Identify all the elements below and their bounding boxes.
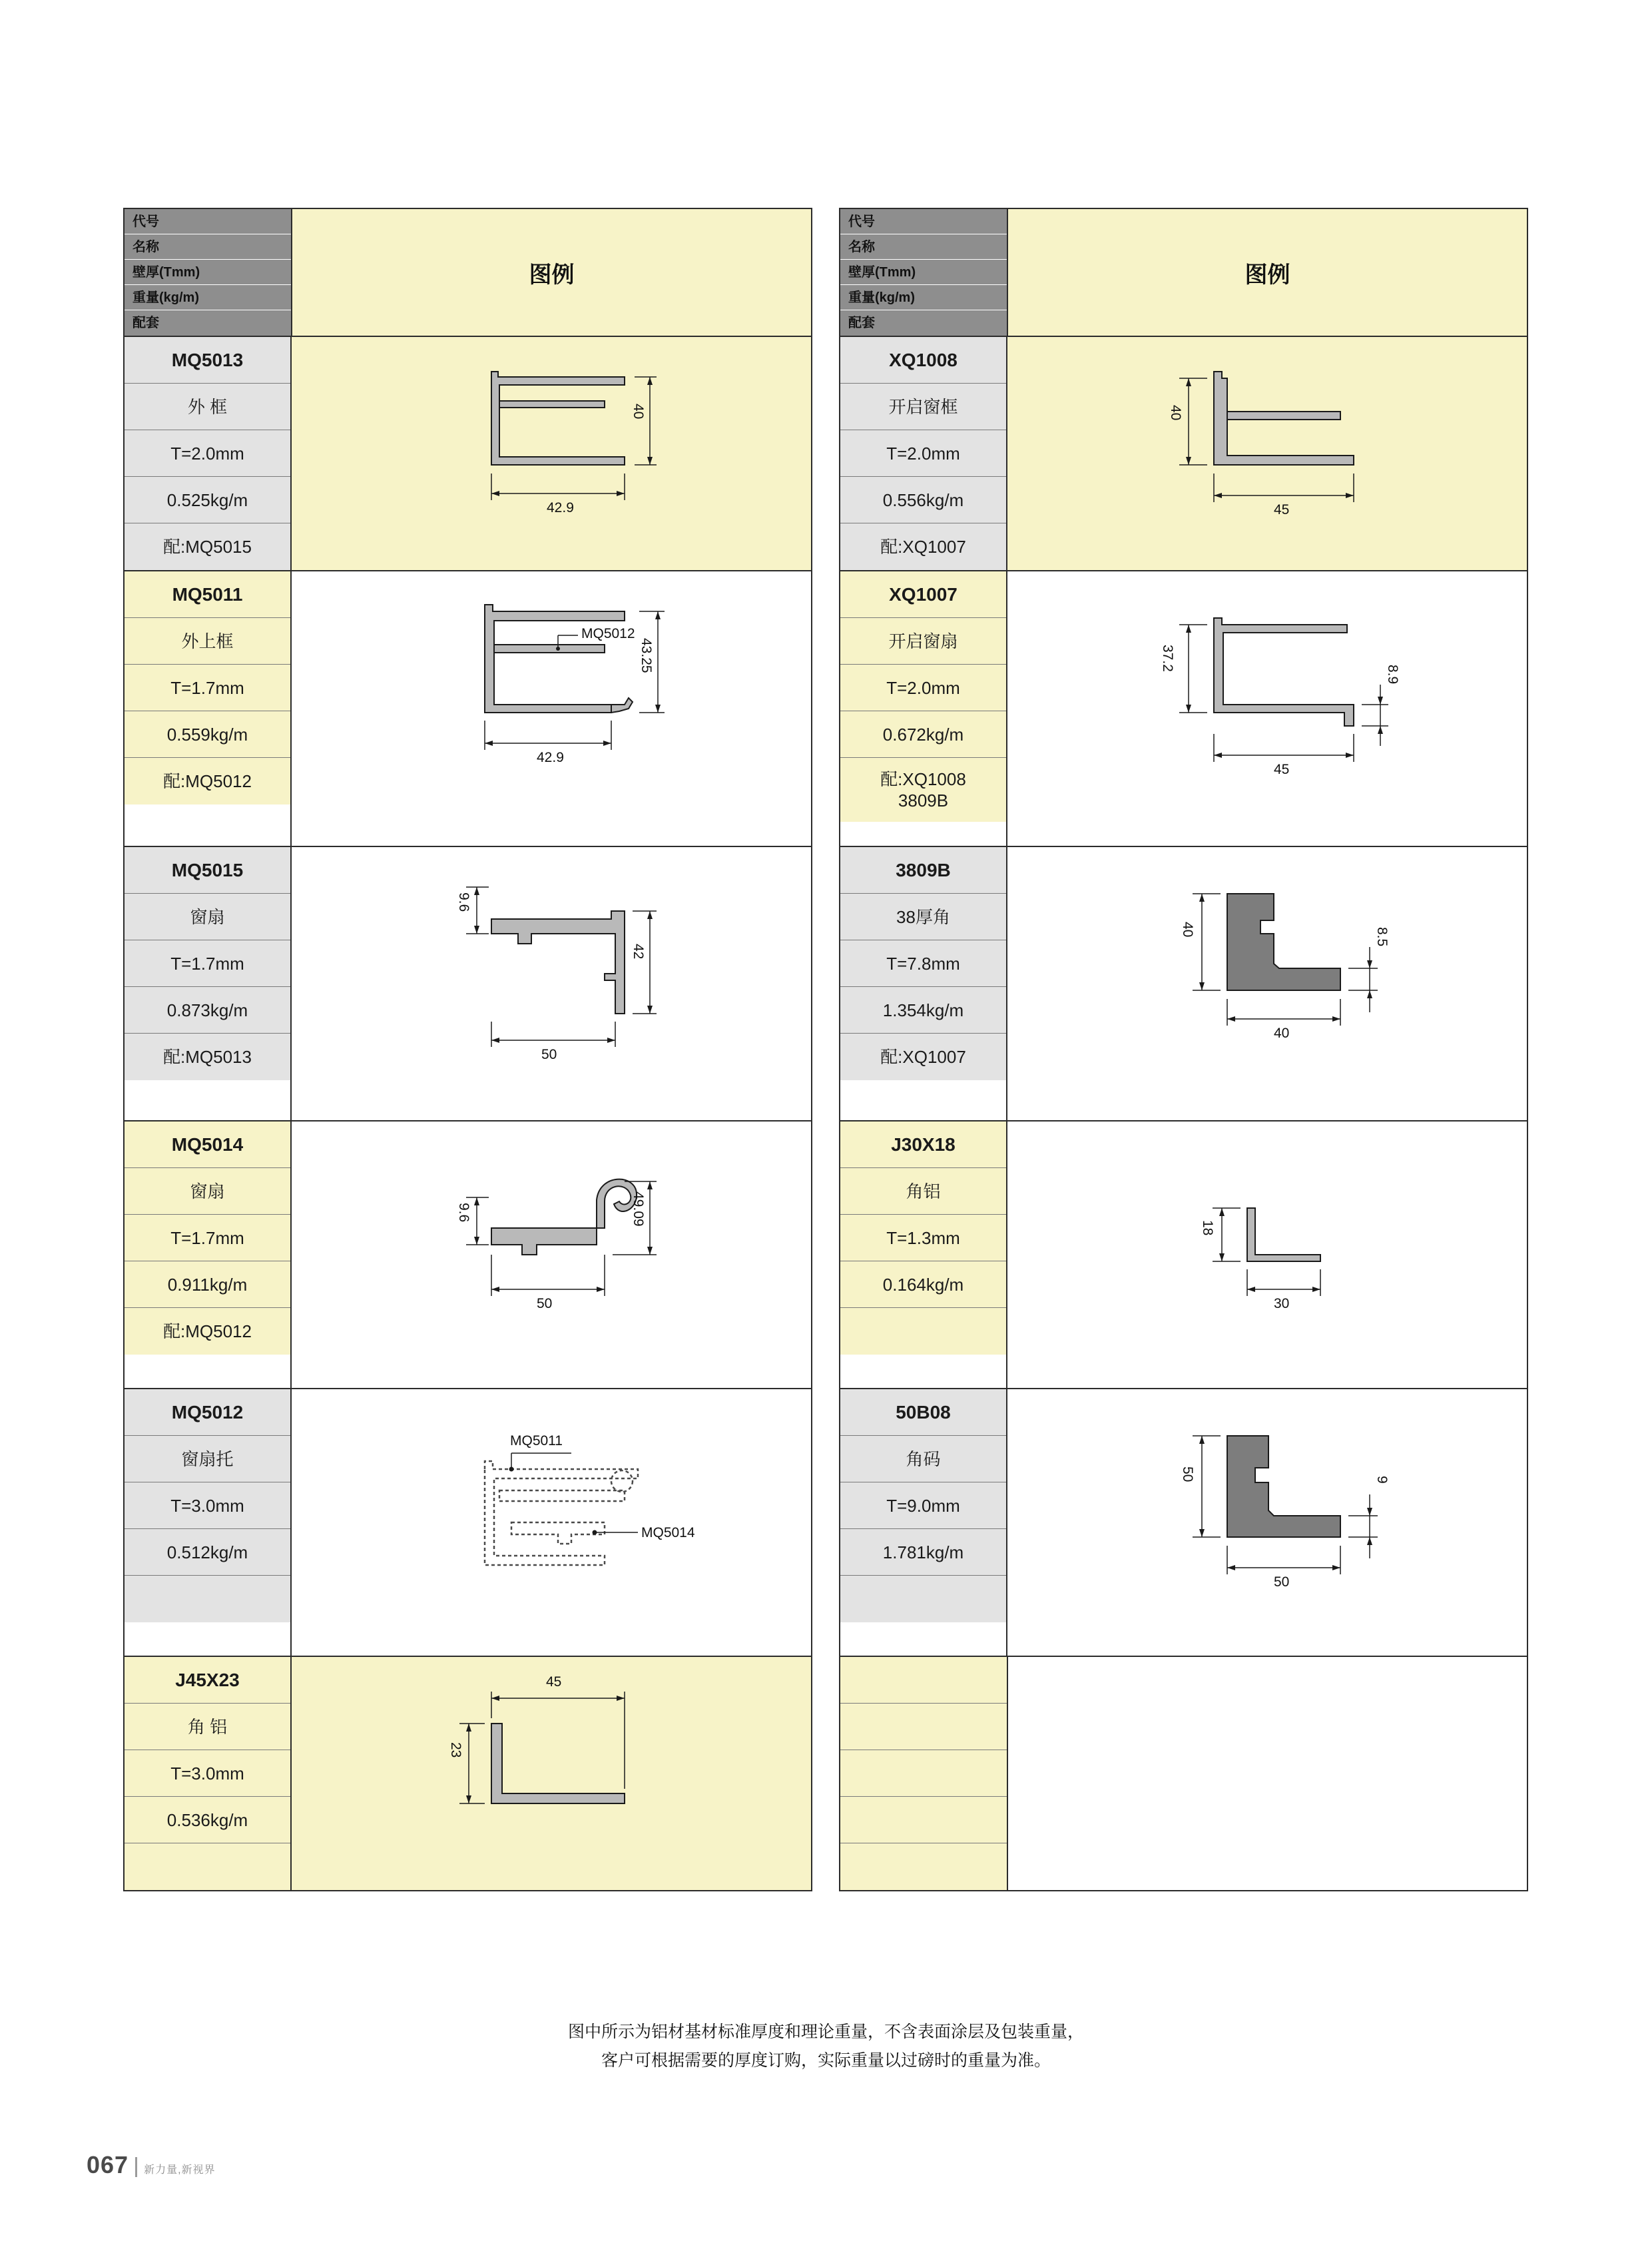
- weight-cell: 0.512kg/m: [125, 1529, 290, 1576]
- header-label-thickness: 壁厚(Tmm): [125, 260, 291, 285]
- profile-catalog: [123, 208, 1528, 1891]
- footnote: [0, 2018, 1652, 2075]
- code-cell: XQ1007: [840, 571, 1006, 618]
- profile-drawing-xq1007: [1007, 571, 1527, 846]
- figure-cell-j30x18: [1007, 1121, 1527, 1388]
- header-label-stack: [125, 209, 292, 336]
- dim-height: 40: [631, 404, 646, 420]
- weight-cell: 0.164kg/m: [840, 1261, 1006, 1308]
- weight-cell: 0.873kg/m: [125, 987, 290, 1034]
- profile-drawing-mq5011: [292, 571, 811, 846]
- match-cell: 配:XQ1007: [840, 1034, 1006, 1080]
- name-cell: 38厚角: [840, 894, 1006, 940]
- table-row: [125, 846, 811, 1120]
- header-label-match: 配套: [125, 310, 291, 336]
- table-row: [840, 570, 1527, 846]
- dim-width: 45: [1274, 762, 1290, 777]
- code-cell: MQ5014: [125, 1121, 290, 1168]
- match-cell: 配:XQ1007: [840, 523, 1006, 570]
- thickness-cell: T=2.0mm: [125, 430, 290, 477]
- header-label-code: 代号: [125, 209, 291, 234]
- weight-cell: 1.354kg/m: [840, 987, 1006, 1034]
- figure-cell-mq5011: [292, 571, 811, 846]
- profile-drawing-j45x23: [292, 1657, 811, 1890]
- dim-width: 45: [1274, 502, 1290, 517]
- dim-small: 8.9: [1385, 665, 1400, 685]
- match-cell: 配:MQ5015: [125, 523, 290, 570]
- dim-height: 43.25: [639, 638, 654, 673]
- table-row: [125, 1388, 811, 1656]
- header-label-code: 代号: [840, 209, 1007, 234]
- row-info-mq5014: [125, 1121, 292, 1388]
- table-row: [125, 336, 811, 570]
- weight-cell: 0.525kg/m: [125, 477, 290, 523]
- header-label-name: 名称: [125, 234, 291, 260]
- dim-width: 40: [1274, 1026, 1290, 1041]
- figure-cell-xq1008: [1007, 337, 1527, 570]
- match-cell: 配:MQ5012: [125, 758, 290, 804]
- dim-height: 23: [448, 1742, 463, 1758]
- row-info-j45x23: [125, 1657, 292, 1890]
- code-cell: MQ5011: [125, 571, 290, 618]
- weight-cell: 0.559kg/m: [125, 711, 290, 758]
- header-label-name: 名称: [840, 234, 1007, 260]
- figure-cell-mq5014: [292, 1121, 811, 1388]
- figure-cell-xq1007: [1007, 571, 1527, 846]
- dim-width: 45: [546, 1674, 562, 1690]
- callout-label-top: MQ5011: [510, 1433, 563, 1448]
- row-info-xq1008: [840, 337, 1007, 570]
- profile-drawing-mq5013: [292, 337, 811, 570]
- dim-height: 37.2: [1160, 645, 1175, 672]
- footnote-line-1: 图中所示为铝材基材标准厚度和理论重量，不含表面涂层及包装重量，: [567, 2023, 1084, 2041]
- weight-cell: 0.536kg/m: [125, 1797, 290, 1843]
- code-cell: 50B08: [840, 1389, 1006, 1436]
- row-info-mq5011: [125, 571, 292, 846]
- dim-height: 42: [631, 944, 646, 960]
- dim-height: 18: [1200, 1220, 1215, 1236]
- header-label-stack: [840, 209, 1008, 336]
- thickness-cell: T=1.3mm: [840, 1215, 1006, 1261]
- dim-width: 50: [537, 1296, 553, 1311]
- row-info-mq5013: [125, 337, 292, 570]
- thickness-cell: T=2.0mm: [840, 665, 1006, 711]
- thickness-cell: T=1.7mm: [125, 1215, 290, 1261]
- row-info-mq5012: [125, 1389, 292, 1656]
- header-figure-title: 图例: [292, 209, 811, 336]
- dim-small: 9.6: [456, 1203, 471, 1223]
- row-info-empty: [840, 1657, 1008, 1890]
- name-cell: 窗扇: [125, 1168, 290, 1215]
- page-footer: [87, 2151, 216, 2179]
- code-cell: J45X23: [125, 1657, 290, 1704]
- profile-drawing-3809b: [1007, 847, 1527, 1120]
- match-cell: 配:MQ5013: [125, 1034, 290, 1080]
- match-cell: [840, 1843, 1007, 1890]
- header-label-match: 配套: [840, 310, 1007, 336]
- column-header-left: [125, 209, 811, 336]
- figure-cell-empty: [1008, 1657, 1527, 1890]
- weight-cell: 1.781kg/m: [840, 1529, 1006, 1576]
- code-cell: MQ5015: [125, 847, 290, 894]
- header-label-thickness: 壁厚(Tmm): [840, 260, 1007, 285]
- table-row: [125, 1120, 811, 1388]
- match-line-1: 配:XQ1008: [880, 769, 966, 789]
- table-row: [840, 846, 1527, 1120]
- code-cell: J30X18: [840, 1121, 1006, 1168]
- row-info-50b08: [840, 1389, 1007, 1656]
- table-row: [840, 1388, 1527, 1656]
- dim-width: 42.9: [547, 500, 574, 515]
- thickness-cell: T=9.0mm: [840, 1482, 1006, 1529]
- match-cell: [125, 1843, 290, 1890]
- match-cell: [840, 758, 1006, 822]
- dim-small: 9: [1374, 1476, 1390, 1484]
- row-info-xq1007: [840, 571, 1007, 846]
- weight-cell: 0.911kg/m: [125, 1261, 290, 1308]
- profile-drawing-mq5012: [292, 1389, 811, 1656]
- dim-width: 42.9: [537, 750, 564, 765]
- match-cell: [840, 1576, 1006, 1622]
- weight-cell: 0.556kg/m: [840, 477, 1006, 523]
- match-line-2: 3809B: [898, 791, 949, 810]
- row-info-mq5015: [125, 847, 292, 1120]
- table-row: [125, 1656, 811, 1890]
- code-cell: MQ5013: [125, 337, 290, 384]
- profile-drawing-mq5015: [292, 847, 811, 1120]
- name-cell: 外上框: [125, 618, 290, 665]
- weight-cell: 0.672kg/m: [840, 711, 1006, 758]
- table-row: [125, 570, 811, 846]
- dim-small: 9.6: [456, 892, 471, 912]
- thickness-cell: T=3.0mm: [125, 1482, 290, 1529]
- dim-height: 40: [1168, 405, 1183, 421]
- name-cell: 窗扇: [125, 894, 290, 940]
- thickness-cell: T=2.0mm: [840, 430, 1006, 477]
- profile-drawing-j30x18: [1007, 1121, 1527, 1388]
- match-cell: [125, 1576, 290, 1622]
- dim-small: 8.5: [1374, 927, 1390, 947]
- thickness-cell: [840, 1750, 1007, 1797]
- dim-height: 50: [1180, 1466, 1195, 1482]
- dim-width: 50: [1274, 1574, 1290, 1590]
- name-cell: 角 铝: [125, 1704, 290, 1750]
- header-label-weight: 重量(kg/m): [125, 285, 291, 310]
- name-cell: [840, 1704, 1007, 1750]
- dim-height: 49.09: [631, 1191, 646, 1227]
- profile-drawing-50b08: [1007, 1389, 1527, 1656]
- match-cell: [840, 1308, 1006, 1355]
- table-row: [840, 336, 1527, 570]
- code-cell: [840, 1657, 1007, 1704]
- callout-label-bottom: MQ5014: [641, 1525, 695, 1540]
- name-cell: 角码: [840, 1436, 1006, 1482]
- weight-cell: [840, 1797, 1007, 1843]
- name-cell: 窗扇托: [125, 1436, 290, 1482]
- code-cell: 3809B: [840, 847, 1006, 894]
- row-info-3809b: [840, 847, 1007, 1120]
- column-header-right: [840, 209, 1527, 336]
- name-cell: 角铝: [840, 1168, 1006, 1215]
- row-info-j30x18: [840, 1121, 1007, 1388]
- code-cell: XQ1008: [840, 337, 1006, 384]
- code-cell: MQ5012: [125, 1389, 290, 1436]
- figure-cell-mq5015: [292, 847, 811, 1120]
- match-cell: 配:MQ5012: [125, 1308, 290, 1355]
- profile-drawing-mq5014: [292, 1121, 811, 1388]
- figure-cell-j45x23: [292, 1657, 811, 1890]
- catalog-column-left: [123, 208, 812, 1891]
- page-number: 067: [87, 2151, 129, 2178]
- figure-cell-mq5013: [292, 337, 811, 570]
- table-row: [840, 1120, 1527, 1388]
- header-figure-title: 图例: [1008, 209, 1527, 336]
- dim-height: 40: [1180, 922, 1195, 938]
- footer-brand: 新力量,新视界: [144, 2164, 216, 2176]
- callout-label: MQ5012: [581, 626, 635, 641]
- profile-drawing-xq1008: [1007, 337, 1527, 570]
- figure-cell-3809b: [1007, 847, 1527, 1120]
- footer-divider: [135, 2157, 137, 2177]
- thickness-cell: T=7.8mm: [840, 940, 1006, 987]
- table-row: [840, 1656, 1527, 1890]
- thickness-cell: T=1.7mm: [125, 940, 290, 987]
- figure-cell-mq5012: [292, 1389, 811, 1656]
- name-cell: 开启窗框: [840, 384, 1006, 430]
- dim-width: 30: [1274, 1296, 1290, 1311]
- dim-width: 50: [541, 1047, 557, 1062]
- name-cell: 外 框: [125, 384, 290, 430]
- footnote-line-2: 客户可根据需要的厚度订购，实际重量以过磅时的重量为准。: [601, 2051, 1051, 2070]
- figure-cell-50b08: [1007, 1389, 1527, 1656]
- thickness-cell: T=1.7mm: [125, 665, 290, 711]
- header-label-weight: 重量(kg/m): [840, 285, 1007, 310]
- name-cell: 开启窗扇: [840, 618, 1006, 665]
- catalog-column-right: [839, 208, 1528, 1891]
- thickness-cell: T=3.0mm: [125, 1750, 290, 1797]
